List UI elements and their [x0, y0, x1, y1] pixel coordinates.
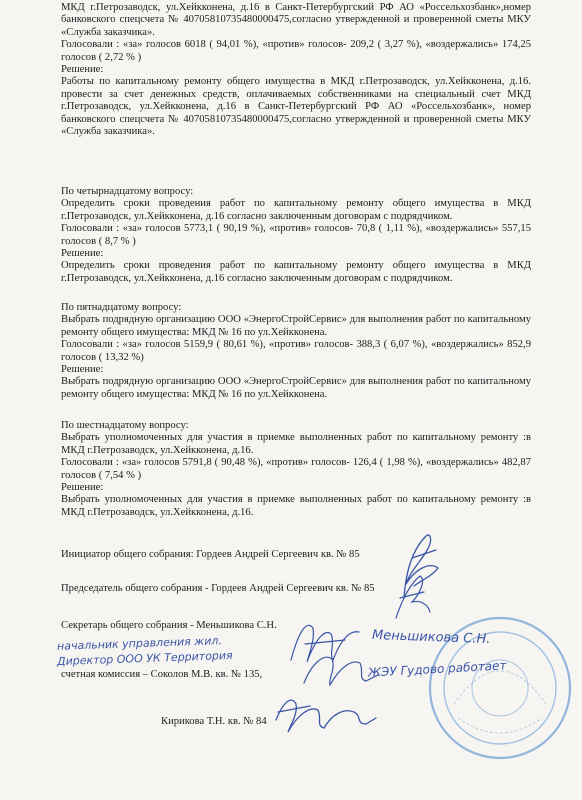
- handwritten-note-3: ЖЭУ Гудово работает: [367, 658, 507, 680]
- signature-kirikova: [270, 690, 380, 740]
- q16-decision-label: Решение:: [61, 482, 104, 494]
- q14-heading: По четырнадцатому вопросу:: [61, 186, 194, 197]
- commission-line: счетная комиссия – Соколов М.В. кв. № 135,: [61, 669, 263, 680]
- q16-text: Выбрать уполномоченных для участия в приемке выполненных работ по капитальному ремонту :в МКД г.Петрозаводск, ул.Хейкконена, д.16.: [61, 432, 531, 456]
- initiator-line: Инициатор общего собрания: Гордеев Андрей Сергеевич кв. № 85: [61, 549, 360, 560]
- q15-heading: По пятнадцатому вопросу:: [61, 302, 182, 313]
- signature-commission: [300, 645, 380, 690]
- top-decision-label: Решение:: [61, 64, 104, 76]
- top-votes: Голосовали : «за» голосов 6018 ( 94,01 %), «против» голосов- 209,2 ( 3,27 %), «воздержались» 174,25 голосов ( 2,72 % ): [61, 39, 531, 63]
- top-paragraph: МКД г.Петрозаводск, ул.Хейкконена, д.16 в Санкт-Петербургский РФ АО «Россельхозбанк»,номер банковского спецсчета № 40705810735480000475,согласно утвержденной и проверенной сметы МКУ «Служба заказчика».: [61, 2, 531, 38]
- question-15: [61, 302, 531, 401]
- top-decision: Работы по капитальному ремонту общего имущества в МКД г.Петрозаводск, ул.Хейкконена, д.16. провести за счет денежных средств, оплачиваемых собственниками на специальный счет МКД г.Петрозаводск, ул.Хейкконена, д.16 в Санкт-Петербургский РФ АО «Россельхозбанк», номер банковского спецсчета № 40705810735480000475,согласно утвержденной и проверенной сметы МКУ «Служба заказчика».: [61, 76, 531, 138]
- q16-heading: По шестнадцатому вопросу:: [61, 420, 189, 431]
- q15-decision: Выбрать подрядную организацию ООО «ЭнергоСтройСервис» для выполнения работ по капитальному ремонту общего имущества: МКД № 16 по ул.Хейкконена.: [61, 376, 531, 400]
- handwritten-note-2: Директор ООО УК Территория: [56, 648, 233, 669]
- q16-decision: Выбрать уполномоченных для участия в приемке выполненных работ по капитальному ремонту :в МКД г.Петрозаводск, ул.Хейкконена, д.16.: [61, 494, 531, 518]
- top-section: [61, 2, 531, 138]
- q14-decision-label: Решение:: [61, 248, 104, 260]
- signature-chairman: [390, 570, 435, 625]
- q15-votes: Голосовали : «за» голосов 5159,9 ( 80,61 %), «против» голосов- 388,3 ( 6,07 %), «воздержались» 852,9 голосов ( 13,32 %): [61, 339, 531, 363]
- q15-decision-label: Решение:: [61, 364, 104, 376]
- q16-votes: Голосовали : «за» голосов 5791,8 ( 90,48 %), «против» голосов- 126,4 ( 1,98 %), «воздержались» 482,87 голосов ( 7,54 % ): [61, 457, 531, 481]
- q14-text: Определить сроки проведения работ по капитальному ремонту общего имущества в МКД г.Петрозаводск, ул.Хейкконена, д.16 согласно заключенным договорам с подрядчиком.: [61, 198, 531, 222]
- handwritten-note-1: начальник управления жил.: [56, 634, 223, 653]
- handwritten-name: Меньшикова С.Н.: [371, 627, 491, 648]
- q15-text: Выбрать подрядную организацию ООО «ЭнергоСтройСервис» для выполнения работ по капитальному ремонту общего имущества: МКД № 16 по ул.Хейкконена.: [61, 314, 531, 338]
- q14-decision: Определить сроки проведения работ по капитальному ремонту общего имущества в МКД г.Петрозаводск, ул.Хейкконена, д.16 согласно заключенным договорам с подрядчиком.: [61, 260, 531, 284]
- question-16: [61, 420, 531, 519]
- question-14: [61, 186, 531, 285]
- chairman-line: Председатель общего собрания - Гордеев Андрей Сергеевич кв. № 85: [61, 583, 375, 594]
- secretary-line: Секретарь общего собрания - Меньшикова С.Н.: [61, 620, 277, 631]
- member2-line: Кирикова Т.Н. кв. № 84: [161, 716, 267, 727]
- q14-votes: Голосовали : «за» голосов 5773,1 ( 90,19 %), «против» голосов- 70,8 ( 1,11 %), «воздержались» 557,15 голосов ( 8,7 % ): [61, 223, 531, 247]
